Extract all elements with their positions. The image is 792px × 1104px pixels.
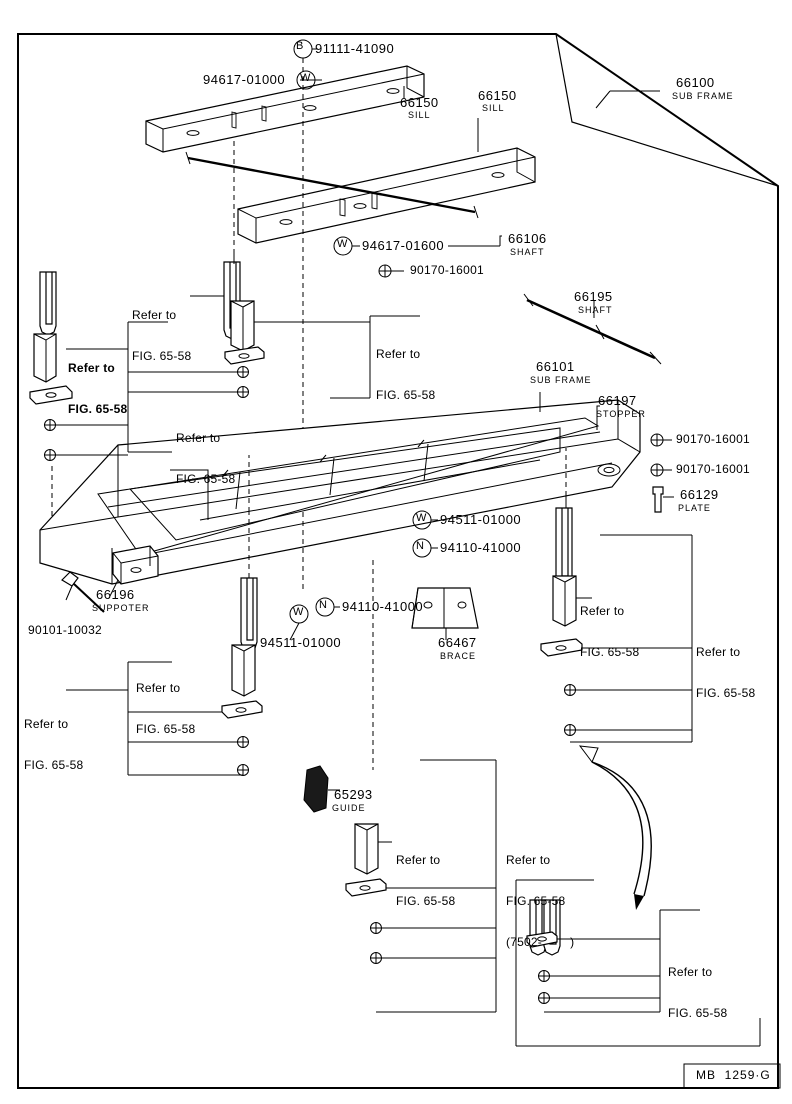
ref-line-1: Refer to — [136, 680, 181, 695]
footer-code: MB 1259·G — [696, 1068, 771, 1082]
ref-block-11 — [668, 938, 727, 1035]
sub-frame-66101 — [40, 400, 640, 584]
bolt-icon-3 — [651, 464, 672, 476]
ref-block-6 — [696, 618, 755, 715]
ref-line-1: Refer to — [176, 430, 221, 445]
callout-94511-01000-a: 94511-01000 — [440, 512, 522, 527]
callout-91111-41090: 91111-41090 — [315, 41, 395, 56]
callout-94110-41000-a: 94110-41000 — [440, 540, 522, 555]
callout-94617-01000: 94617-01000 — [203, 72, 286, 87]
ref-line-2: FIG. 65-58 — [176, 471, 236, 486]
grommet-5 — [553, 576, 576, 626]
callout-66129: 66129 — [680, 487, 719, 502]
callout-90170-16001-c: 90170-16001 — [676, 462, 751, 476]
grommet-1 — [34, 334, 56, 382]
callout-66150-a: 66150 — [400, 95, 439, 110]
callout-66101-name: SUB FRAME — [530, 375, 592, 385]
marker-n-2: N — [319, 599, 328, 611]
marker-n-1: N — [416, 540, 425, 552]
callout-94511-01000-b: 94511-01000 — [260, 635, 342, 650]
u-clip-4 — [556, 508, 572, 587]
grommet-2 — [231, 301, 254, 351]
u-clip-3 — [241, 578, 257, 651]
callout-94110-41000-b: 94110-41000 — [342, 599, 424, 614]
ref-block-3 — [376, 320, 435, 417]
grommet-3 — [232, 645, 255, 696]
callout-66129-name: PLATE — [678, 503, 711, 513]
ref-block-1 — [132, 281, 191, 378]
callout-66150-b: 66150 — [478, 88, 517, 103]
ref-line-1: Refer to — [68, 360, 115, 375]
ref-line-1: Refer to — [668, 964, 713, 979]
u-clip-2 — [40, 272, 56, 335]
ref-line-1: Refer to — [396, 852, 441, 867]
callout-66196-name: SUPPOTER — [92, 603, 150, 613]
callout-65293: 65293 — [334, 787, 373, 802]
ref-line-3: (7502- ) — [506, 935, 575, 950]
callout-66467-name: BRACE — [440, 651, 477, 661]
bolt-icon-1 — [379, 265, 404, 277]
ref-block-9 — [396, 826, 455, 923]
callout-90170-16001-b: 90170-16001 — [676, 432, 751, 446]
ref-line-1: Refer to — [376, 346, 421, 361]
ref-block-5 — [580, 577, 639, 674]
bolt-icon-9 — [238, 765, 249, 776]
ref-line-2: FIG. 65-58 — [136, 721, 196, 736]
ref-line-2: FIG. 65-58 — [696, 685, 756, 700]
ref-block-10 — [506, 826, 574, 964]
ref-block-2 — [68, 334, 127, 431]
callout-66150-b-name: SILL — [482, 103, 505, 113]
callout-94617-01600: 94617-01600 — [362, 238, 445, 253]
grommet-4 — [355, 824, 378, 874]
washer-plate-4 — [346, 879, 386, 896]
bolt-icon-2 — [651, 434, 672, 446]
ref-line-2: FIG. 65-58 — [132, 348, 192, 363]
callout-66467: 66467 — [438, 635, 477, 650]
ref-line-1: Refer to — [580, 603, 625, 618]
marker-w-2: W — [337, 238, 348, 250]
callout-66106-name: SHAFT — [510, 247, 545, 257]
washer-plate-3 — [222, 701, 262, 718]
callout-66106: 66106 — [508, 231, 547, 246]
washer-plate-1 — [30, 386, 72, 404]
ref-line-1: Refer to — [696, 644, 741, 659]
ref-line-2: FIG. 65-58 — [68, 401, 128, 416]
callout-66197: 66197 — [598, 393, 637, 408]
callout-90101-10032: 90101-10032 — [28, 623, 103, 637]
ref-line-2: FIG. 65-58 — [396, 893, 456, 908]
ref-block-8 — [24, 690, 83, 787]
callout-66150-a-name: SILL — [408, 110, 431, 120]
callout-66101: 66101 — [536, 359, 575, 374]
plate-66129 — [653, 487, 674, 512]
marker-w-3: W — [416, 512, 427, 524]
callout-66195-name: SHAFT — [578, 305, 613, 315]
ref-line-1: Refer to — [132, 307, 177, 322]
ref-line-2: FIG. 65-58 — [506, 893, 566, 908]
marker-w-4: W — [293, 606, 304, 618]
callout-66100-name: SUB FRAME — [672, 91, 734, 101]
ref-block-4 — [176, 404, 235, 501]
callout-90170-16001-a: 90170-16001 — [410, 263, 485, 277]
ref-line-2: FIG. 65-58 — [580, 644, 640, 659]
washer-plate-2 — [225, 347, 264, 364]
ref-line-2: FIG. 65-58 — [24, 757, 84, 772]
ref-line-1: Refer to — [506, 852, 551, 867]
ref-block-7 — [136, 654, 195, 751]
marker-b: B — [296, 40, 304, 52]
callout-66196: 66196 — [96, 587, 135, 602]
callout-66195: 66195 — [574, 289, 613, 304]
callout-66100: 66100 — [676, 75, 715, 90]
callout-66197-name: STOPPER — [596, 409, 646, 419]
ref-line-1: Refer to — [24, 716, 69, 731]
ref-line-2: FIG. 65-58 — [376, 387, 436, 402]
washer-plate-5 — [541, 639, 582, 656]
ref-line-2: FIG. 65-58 — [668, 1005, 728, 1020]
marker-w-1: W — [300, 72, 311, 84]
callout-65293-name: GUIDE — [332, 803, 366, 813]
